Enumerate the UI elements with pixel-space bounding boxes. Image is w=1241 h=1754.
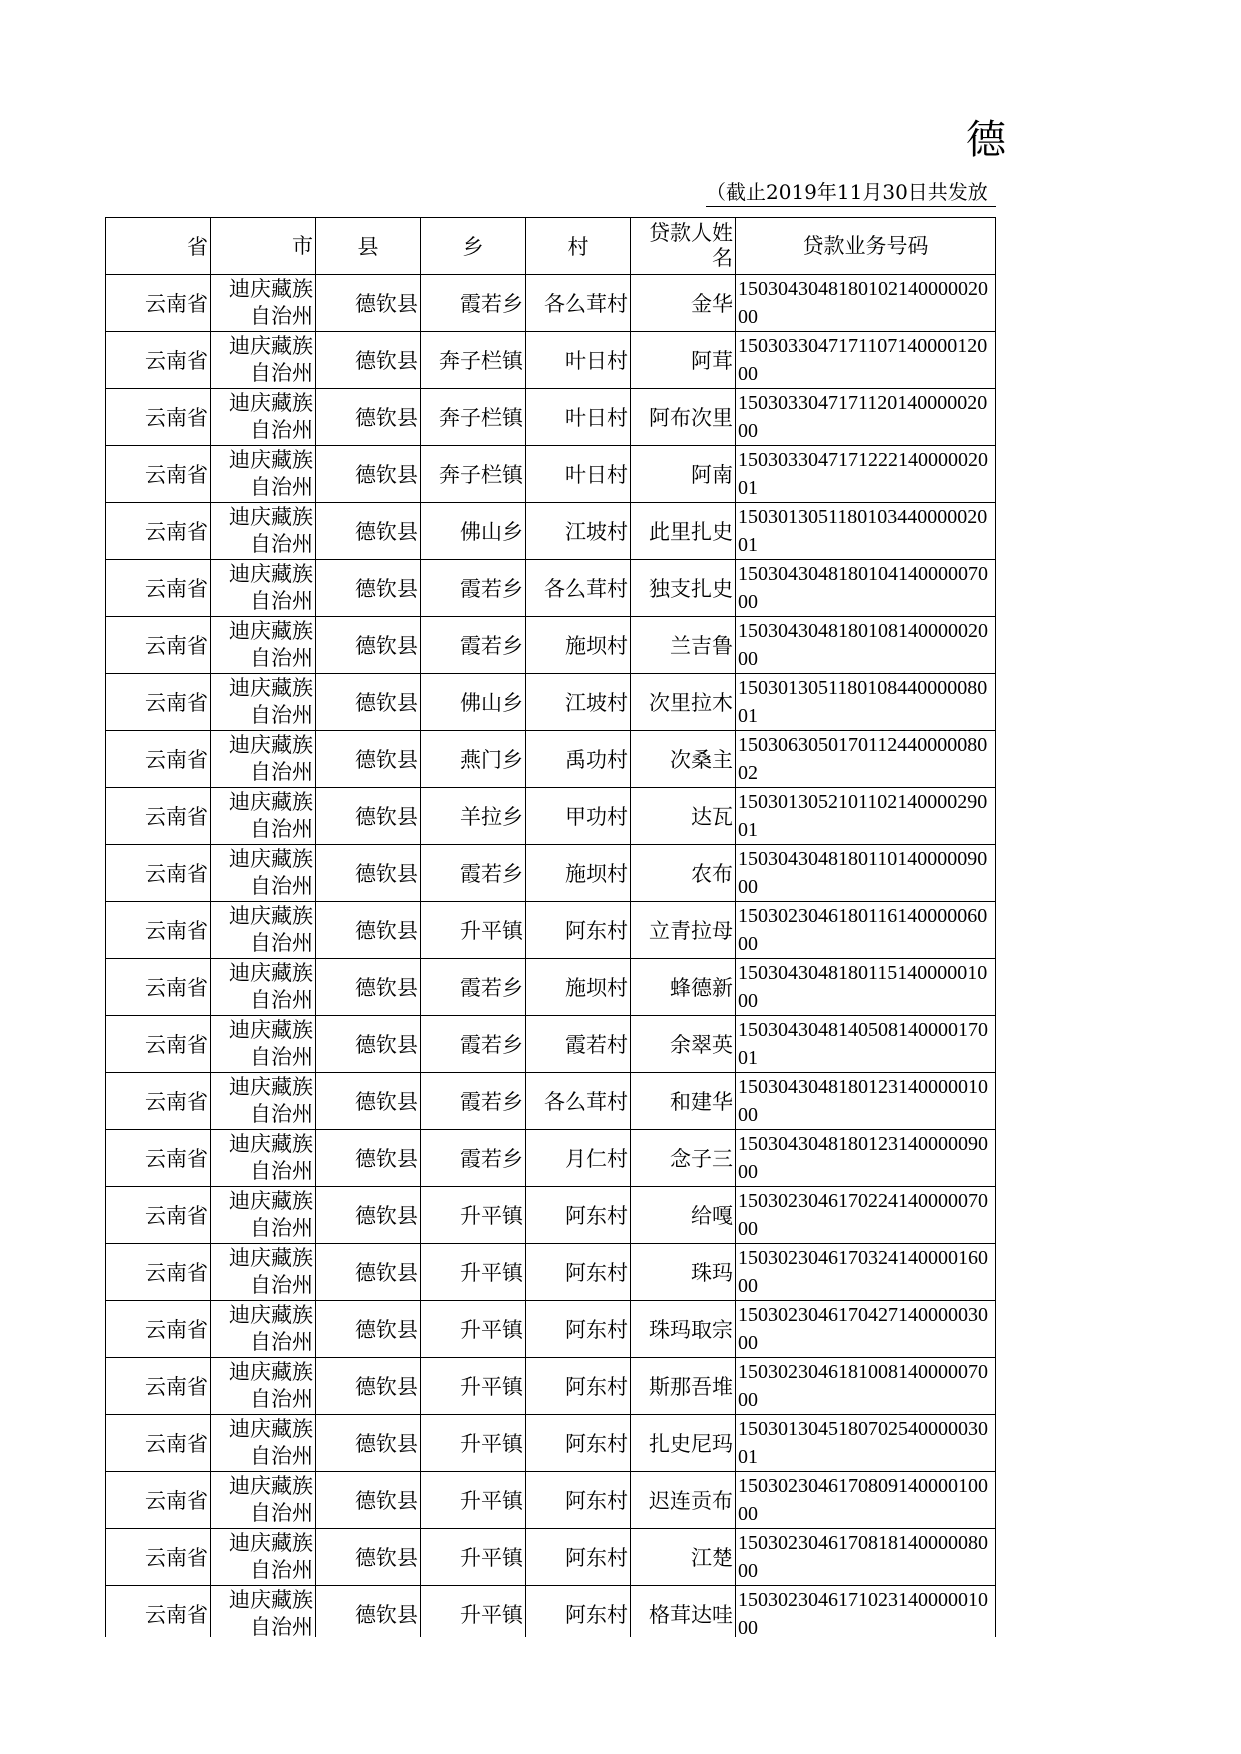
cell-village: 阿东村 — [526, 1529, 631, 1586]
table-row — [106, 275, 996, 332]
cell-county: 德钦县 — [316, 1187, 421, 1244]
cell-loan-code: 150303304717122214000002001 — [736, 446, 996, 503]
cell-village: 禹功村 — [526, 731, 631, 788]
cell-village: 各么茸村 — [526, 275, 631, 332]
table-row — [106, 1301, 996, 1358]
table-row — [106, 1187, 996, 1244]
cell-township: 升平镇 — [421, 1586, 526, 1638]
cell-borrower: 余翠英 — [631, 1016, 736, 1073]
cell-province: 云南省 — [106, 1016, 211, 1073]
cell-township: 奔子栏镇 — [421, 446, 526, 503]
cell-borrower: 阿茸 — [631, 332, 736, 389]
cell-province: 云南省 — [106, 1415, 211, 1472]
table-viewport — [105, 217, 996, 1637]
cell-loan-code: 150301305210110214000029001 — [736, 788, 996, 845]
cell-loan-code: 150302304617042714000003000 — [736, 1301, 996, 1358]
cell-borrower: 次桑主 — [631, 731, 736, 788]
cell-borrower: 阿南 — [631, 446, 736, 503]
cell-county: 德钦县 — [316, 1244, 421, 1301]
cell-village: 阿东村 — [526, 1358, 631, 1415]
cell-loan-code: 150301305118010344000002001 — [736, 503, 996, 560]
cell-city: 迪庆藏族自治州 — [211, 902, 316, 959]
cell-province: 云南省 — [106, 503, 211, 560]
header-loan-code: 贷款业务号码 — [736, 218, 996, 275]
cell-township: 升平镇 — [421, 1301, 526, 1358]
cell-city: 迪庆藏族自治州 — [211, 389, 316, 446]
cell-loan-code: 150304304814050814000017001 — [736, 1016, 996, 1073]
table-header-row — [106, 218, 996, 275]
table-row — [106, 788, 996, 845]
cell-loan-code: 150304304818010214000002000 — [736, 275, 996, 332]
cell-borrower: 金华 — [631, 275, 736, 332]
cell-city: 迪庆藏族自治州 — [211, 332, 316, 389]
table-row — [106, 731, 996, 788]
table-row — [106, 959, 996, 1016]
cell-province: 云南省 — [106, 674, 211, 731]
cell-county: 德钦县 — [316, 1073, 421, 1130]
page-subtitle: （截止2019年11月30日共发放 — [706, 180, 996, 207]
header-city: 市 — [211, 218, 316, 275]
cell-borrower: 斯那吾堆 — [631, 1358, 736, 1415]
table-row — [106, 389, 996, 446]
cell-loan-code: 150302304617081814000008000 — [736, 1529, 996, 1586]
cell-county: 德钦县 — [316, 1301, 421, 1358]
cell-province: 云南省 — [106, 1130, 211, 1187]
table-row — [106, 332, 996, 389]
cell-borrower: 独支扎史 — [631, 560, 736, 617]
cell-city: 迪庆藏族自治州 — [211, 1016, 316, 1073]
cell-loan-code: 150304304818010814000002000 — [736, 617, 996, 674]
cell-loan-code: 150301304518070254000003001 — [736, 1415, 996, 1472]
cell-county: 德钦县 — [316, 503, 421, 560]
table-row — [106, 1358, 996, 1415]
cell-county: 德钦县 — [316, 617, 421, 674]
cell-city: 迪庆藏族自治州 — [211, 617, 316, 674]
cell-township: 奔子栏镇 — [421, 389, 526, 446]
table-row — [106, 1472, 996, 1529]
cell-township: 升平镇 — [421, 1244, 526, 1301]
cell-borrower: 江楚 — [631, 1529, 736, 1586]
cell-loan-code: 150304304818010414000007000 — [736, 560, 996, 617]
cell-city: 迪庆藏族自治州 — [211, 1301, 316, 1358]
cell-city: 迪庆藏族自治州 — [211, 446, 316, 503]
cell-city: 迪庆藏族自治州 — [211, 959, 316, 1016]
cell-county: 德钦县 — [316, 446, 421, 503]
cell-loan-code: 150303304717112014000002000 — [736, 389, 996, 446]
cell-township: 升平镇 — [421, 1415, 526, 1472]
cell-township: 霞若乡 — [421, 560, 526, 617]
cell-county: 德钦县 — [316, 1529, 421, 1586]
cell-province: 云南省 — [106, 1358, 211, 1415]
header-village: 村 — [526, 218, 631, 275]
header-borrower: 贷款人姓名 — [631, 218, 736, 275]
cell-borrower: 珠玛 — [631, 1244, 736, 1301]
cell-county: 德钦县 — [316, 959, 421, 1016]
cell-borrower: 兰吉鲁 — [631, 617, 736, 674]
cell-village: 各么茸村 — [526, 560, 631, 617]
cell-loan-code: 150304304818012314000001000 — [736, 1073, 996, 1130]
cell-village: 江坡村 — [526, 674, 631, 731]
cell-village: 叶日村 — [526, 389, 631, 446]
cell-province: 云南省 — [106, 389, 211, 446]
cell-village: 各么茸村 — [526, 1073, 631, 1130]
cell-borrower: 蜂德新 — [631, 959, 736, 1016]
cell-county: 德钦县 — [316, 731, 421, 788]
cell-county: 德钦县 — [316, 389, 421, 446]
cell-township: 佛山乡 — [421, 503, 526, 560]
cell-city: 迪庆藏族自治州 — [211, 1130, 316, 1187]
cell-city: 迪庆藏族自治州 — [211, 1415, 316, 1472]
cell-city: 迪庆藏族自治州 — [211, 1244, 316, 1301]
table-row — [106, 446, 996, 503]
cell-county: 德钦县 — [316, 1586, 421, 1638]
table-row — [106, 1415, 996, 1472]
cell-province: 云南省 — [106, 959, 211, 1016]
header-township: 乡 — [421, 218, 526, 275]
cell-township: 燕门乡 — [421, 731, 526, 788]
cell-city: 迪庆藏族自治州 — [211, 845, 316, 902]
cell-borrower: 珠玛取宗 — [631, 1301, 736, 1358]
cell-county: 德钦县 — [316, 1358, 421, 1415]
cell-township: 升平镇 — [421, 1358, 526, 1415]
cell-borrower: 念子三 — [631, 1130, 736, 1187]
cell-borrower: 立青拉母 — [631, 902, 736, 959]
page-title: 德 — [966, 117, 1006, 163]
cell-borrower: 次里拉木 — [631, 674, 736, 731]
cell-city: 迪庆藏族自治州 — [211, 731, 316, 788]
cell-village: 霞若村 — [526, 1016, 631, 1073]
cell-province: 云南省 — [106, 560, 211, 617]
cell-borrower: 给嘎 — [631, 1187, 736, 1244]
table-row — [106, 1586, 996, 1638]
cell-village: 施坝村 — [526, 959, 631, 1016]
cell-loan-code: 150302304618011614000006000 — [736, 902, 996, 959]
cell-township: 升平镇 — [421, 902, 526, 959]
cell-city: 迪庆藏族自治州 — [211, 1073, 316, 1130]
cell-township: 霞若乡 — [421, 845, 526, 902]
cell-borrower: 农布 — [631, 845, 736, 902]
cell-loan-code: 150302304617032414000016000 — [736, 1244, 996, 1301]
cell-county: 德钦县 — [316, 560, 421, 617]
cell-borrower: 达瓦 — [631, 788, 736, 845]
header-county: 县 — [316, 218, 421, 275]
cell-loan-code: 150304304818012314000009000 — [736, 1130, 996, 1187]
cell-loan-code: 150306305017011244000008002 — [736, 731, 996, 788]
cell-borrower: 格茸达哇 — [631, 1586, 736, 1638]
table-row — [106, 1529, 996, 1586]
cell-village: 施坝村 — [526, 845, 631, 902]
cell-village: 甲功村 — [526, 788, 631, 845]
cell-township: 霞若乡 — [421, 617, 526, 674]
cell-township: 升平镇 — [421, 1187, 526, 1244]
table-row — [106, 560, 996, 617]
cell-village: 阿东村 — [526, 1244, 631, 1301]
cell-county: 德钦县 — [316, 674, 421, 731]
table-row — [106, 902, 996, 959]
cell-city: 迪庆藏族自治州 — [211, 788, 316, 845]
cell-city: 迪庆藏族自治州 — [211, 275, 316, 332]
cell-loan-code: 150304304818011014000009000 — [736, 845, 996, 902]
cell-county: 德钦县 — [316, 845, 421, 902]
cell-loan-code: 150302304617022414000007000 — [736, 1187, 996, 1244]
table-row — [106, 845, 996, 902]
cell-city: 迪庆藏族自治州 — [211, 503, 316, 560]
cell-county: 德钦县 — [316, 1130, 421, 1187]
table-row — [106, 617, 996, 674]
cell-village: 阿东村 — [526, 902, 631, 959]
cell-village: 阿东村 — [526, 1415, 631, 1472]
cell-village: 叶日村 — [526, 446, 631, 503]
cell-township: 奔子栏镇 — [421, 332, 526, 389]
cell-province: 云南省 — [106, 902, 211, 959]
cell-city: 迪庆藏族自治州 — [211, 1358, 316, 1415]
cell-village: 阿东村 — [526, 1472, 631, 1529]
header-province: 省 — [106, 218, 211, 275]
cell-city: 迪庆藏族自治州 — [211, 1187, 316, 1244]
cell-township: 升平镇 — [421, 1472, 526, 1529]
cell-province: 云南省 — [106, 617, 211, 674]
cell-loan-code: 150302304618100814000007000 — [736, 1358, 996, 1415]
cell-borrower: 和建华 — [631, 1073, 736, 1130]
cell-township: 羊拉乡 — [421, 788, 526, 845]
cell-borrower: 扎史尼玛 — [631, 1415, 736, 1472]
cell-province: 云南省 — [106, 1073, 211, 1130]
cell-province: 云南省 — [106, 332, 211, 389]
cell-county: 德钦县 — [316, 1415, 421, 1472]
cell-province: 云南省 — [106, 1244, 211, 1301]
cell-county: 德钦县 — [316, 788, 421, 845]
cell-province: 云南省 — [106, 446, 211, 503]
cell-province: 云南省 — [106, 1301, 211, 1358]
cell-county: 德钦县 — [316, 275, 421, 332]
cell-village: 阿东村 — [526, 1301, 631, 1358]
cell-loan-code: 150304304818011514000001000 — [736, 959, 996, 1016]
cell-loan-code: 150301305118010844000008001 — [736, 674, 996, 731]
cell-village: 阿东村 — [526, 1187, 631, 1244]
cell-village: 施坝村 — [526, 617, 631, 674]
cell-borrower: 迟连贡布 — [631, 1472, 736, 1529]
cell-township: 霞若乡 — [421, 1016, 526, 1073]
cell-province: 云南省 — [106, 1586, 211, 1638]
cell-loan-code: 150303304717110714000012000 — [736, 332, 996, 389]
table-row — [106, 503, 996, 560]
table-row — [106, 1073, 996, 1130]
cell-village: 月仁村 — [526, 1130, 631, 1187]
cell-province: 云南省 — [106, 275, 211, 332]
cell-village: 叶日村 — [526, 332, 631, 389]
cell-village: 阿东村 — [526, 1586, 631, 1638]
cell-loan-code: 150302304617080914000010000 — [736, 1472, 996, 1529]
cell-province: 云南省 — [106, 731, 211, 788]
loan-table — [105, 217, 996, 1637]
cell-city: 迪庆藏族自治州 — [211, 674, 316, 731]
cell-township: 霞若乡 — [421, 1073, 526, 1130]
cell-township: 霞若乡 — [421, 275, 526, 332]
cell-village: 江坡村 — [526, 503, 631, 560]
table-row — [106, 1244, 996, 1301]
cell-province: 云南省 — [106, 1472, 211, 1529]
cell-county: 德钦县 — [316, 332, 421, 389]
cell-province: 云南省 — [106, 1187, 211, 1244]
cell-city: 迪庆藏族自治州 — [211, 1529, 316, 1586]
cell-township: 霞若乡 — [421, 1130, 526, 1187]
table-row — [106, 1016, 996, 1073]
cell-city: 迪庆藏族自治州 — [211, 560, 316, 617]
table-row — [106, 674, 996, 731]
cell-province: 云南省 — [106, 845, 211, 902]
cell-township: 佛山乡 — [421, 674, 526, 731]
cell-loan-code: 150302304617102314000001000 — [736, 1586, 996, 1638]
cell-county: 德钦县 — [316, 902, 421, 959]
cell-city: 迪庆藏族自治州 — [211, 1472, 316, 1529]
cell-province: 云南省 — [106, 788, 211, 845]
cell-county: 德钦县 — [316, 1016, 421, 1073]
cell-township: 升平镇 — [421, 1529, 526, 1586]
table-row — [106, 1130, 996, 1187]
cell-borrower: 阿布次里 — [631, 389, 736, 446]
cell-borrower: 此里扎史 — [631, 503, 736, 560]
cell-province: 云南省 — [106, 1529, 211, 1586]
cell-county: 德钦县 — [316, 1472, 421, 1529]
cell-township: 霞若乡 — [421, 959, 526, 1016]
cell-city: 迪庆藏族自治州 — [211, 1586, 316, 1638]
